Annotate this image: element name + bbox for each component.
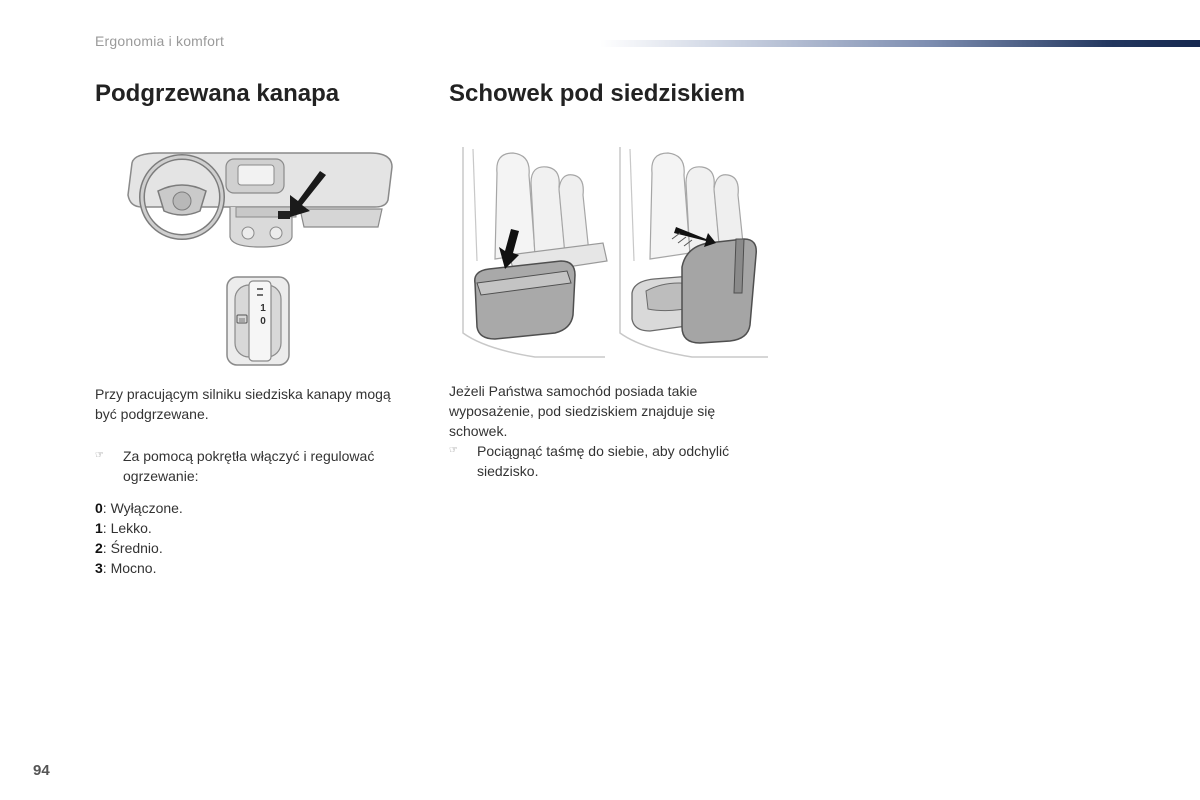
knob-mark-0: 0 — [260, 316, 266, 327]
heating-knob-illustration — [225, 275, 291, 367]
level-item: 3: Mocno. — [95, 560, 157, 576]
heated-bench-instruction-text: Za pomocą pokrętła włączyć i regulować ogrzewanie: — [123, 448, 375, 484]
level-item: 1: Lekko. — [95, 520, 152, 536]
heated-bench-intro: Przy pracującym silniku siedziska kanapy mogą być podgrzewane. — [95, 386, 391, 422]
heated-bench-instruction — [95, 446, 395, 486]
pointing-hand-icon: ☞ — [95, 450, 104, 461]
knob-mark-1: 1 — [260, 303, 266, 314]
seat-storage-illustration-2 — [612, 143, 772, 360]
pointing-hand-icon: ☞ — [449, 445, 458, 456]
dashboard-illustration — [120, 145, 400, 260]
heated-bench-title: Podgrzewana kanapa — [95, 80, 340, 107]
storage-intro: Jeżeli Państwa samochód posiada takie wyposażenie, pod siedziskiem znajduje się schowek. — [449, 383, 716, 439]
page-number: 94 — [33, 762, 50, 779]
section-label: Ergonomia i komfort — [95, 33, 225, 49]
storage-instruction-text: Pociągnąć taśmę do siebie, aby odchylić siedzisko. — [477, 443, 730, 479]
level-item: 0: Wyłączone. — [95, 500, 183, 516]
seat-storage-illustration-1 — [455, 143, 610, 360]
storage-instruction — [449, 441, 759, 481]
heated-bench-text — [95, 384, 395, 578]
level-item: 2: Średnio. — [95, 540, 163, 556]
heating-levels-list — [95, 498, 395, 578]
storage-text — [449, 381, 759, 481]
under-seat-storage-title: Schowek pod siedziskiem — [449, 80, 746, 107]
header-gradient-bar — [600, 40, 1200, 47]
